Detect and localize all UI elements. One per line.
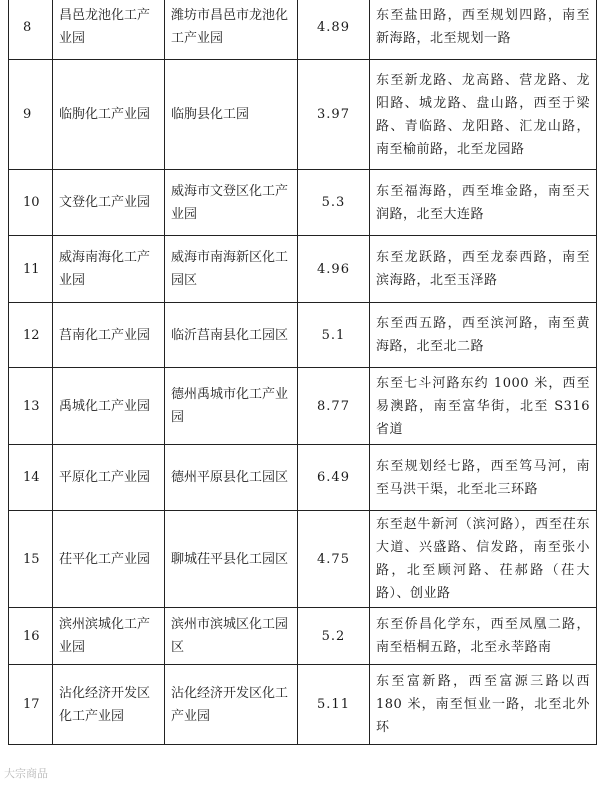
park-boundary: 东至新龙路、龙高路、营龙路、龙阳路、城龙路、盘山路，西至于梁路、青临路、龙阳路、汇龙山路，南至榆前路，北至龙园路 <box>370 60 597 170</box>
table-row <box>9 445 597 511</box>
park-location: 沾化经济开发区化工产业园 <box>165 665 298 745</box>
row-number: 12 <box>9 303 53 368</box>
row-number: 17 <box>9 665 53 745</box>
row-number: 10 <box>9 170 53 236</box>
park-name: 威海南海化工产业园 <box>53 236 165 303</box>
row-number: 13 <box>9 368 53 445</box>
park-name: 临朐化工产业园 <box>53 60 165 170</box>
row-number: 11 <box>9 236 53 303</box>
table-row <box>9 60 597 170</box>
table-row <box>9 511 597 608</box>
park-area: 6.49 <box>298 445 370 511</box>
table-row <box>9 0 597 60</box>
park-name: 禹城化工产业园 <box>53 368 165 445</box>
park-area: 3.97 <box>298 60 370 170</box>
park-name: 莒南化工产业园 <box>53 303 165 368</box>
park-location: 德州禹城市化工产业园 <box>165 368 298 445</box>
park-boundary: 东至西五路，西至滨河路，南至黄海路，北至北二路 <box>370 303 597 368</box>
park-boundary: 东至侨昌化学东，西至凤凰二路，南至梧桐五路，北至永莘路南 <box>370 608 597 665</box>
park-area: 4.96 <box>298 236 370 303</box>
park-name: 平原化工产业园 <box>53 445 165 511</box>
park-location: 威海市南海新区化工园区 <box>165 236 298 303</box>
table-row <box>9 665 597 745</box>
table-body <box>9 0 597 745</box>
row-number: 14 <box>9 445 53 511</box>
watermark-text: 大宗商品 <box>4 767 48 780</box>
table-row <box>9 170 597 236</box>
park-area: 5.3 <box>298 170 370 236</box>
park-location: 聊城茌平县化工园区 <box>165 511 298 608</box>
table-row <box>9 368 597 445</box>
park-area: 5.1 <box>298 303 370 368</box>
park-name: 滨州滨城化工产业园 <box>53 608 165 665</box>
park-boundary: 东至富新路，西至富源三路以西 180 米，南至恒业一路，北至北外环 <box>370 665 597 745</box>
park-location: 临朐县化工园 <box>165 60 298 170</box>
park-name: 昌邑龙池化工产业园 <box>53 0 165 60</box>
row-number: 16 <box>9 608 53 665</box>
park-area: 5.2 <box>298 608 370 665</box>
row-number: 9 <box>9 60 53 170</box>
park-boundary: 东至规划经七路，西至笃马河，南至马洪干渠，北至北三环路 <box>370 445 597 511</box>
table-row <box>9 236 597 303</box>
park-location: 临沂莒南县化工园区 <box>165 303 298 368</box>
park-area: 4.75 <box>298 511 370 608</box>
park-area: 4.89 <box>298 0 370 60</box>
table-row <box>9 303 597 368</box>
row-number: 8 <box>9 0 53 60</box>
park-boundary: 东至七斗河路东约 1000 米，西至易澳路，南至富华街，北至 S316 省道 <box>370 368 597 445</box>
row-number: 15 <box>9 511 53 608</box>
park-name: 沾化经济开发区化工产业园 <box>53 665 165 745</box>
park-area: 5.11 <box>298 665 370 745</box>
park-location: 潍坊市昌邑市龙池化工产业园 <box>165 0 298 60</box>
park-area: 8.77 <box>298 368 370 445</box>
park-location: 滨州市滨城区化工园区 <box>165 608 298 665</box>
park-location: 德州平原县化工园区 <box>165 445 298 511</box>
park-boundary: 东至赵牛新河（滨河路），西至茌东大道、兴盛路、信发路，南至张小路，北至顾河路、茌郝路（茌大路）、创业路 <box>370 511 597 608</box>
park-boundary: 东至龙跃路，西至龙泰西路，南至滨海路，北至玉泽路 <box>370 236 597 303</box>
park-boundary: 东至盐田路，西至规划四路，南至新海路，北至规划一路 <box>370 0 597 60</box>
table-row <box>9 608 597 665</box>
park-location: 威海市文登区化工产业园 <box>165 170 298 236</box>
park-name: 茌平化工产业园 <box>53 511 165 608</box>
park-name: 文登化工产业园 <box>53 170 165 236</box>
park-boundary: 东至福海路，西至堆金路，南至天润路，北至大连路 <box>370 170 597 236</box>
chemical-park-table <box>8 0 597 745</box>
